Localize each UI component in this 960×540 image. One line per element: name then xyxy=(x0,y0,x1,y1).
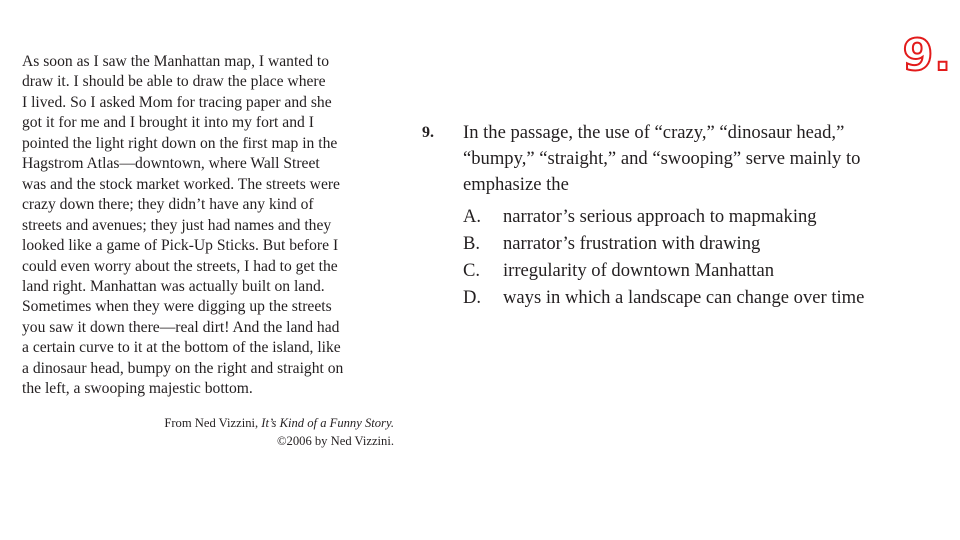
choice-text: irregularity of downtown Manhattan xyxy=(503,260,775,281)
choice-b[interactable] xyxy=(463,230,864,257)
choice-letter: D. xyxy=(463,287,482,308)
choice-letter: C. xyxy=(463,260,481,281)
choice-text: narrator’s frustration with drawing xyxy=(503,233,761,254)
choice-text: narrator’s serious approach to mapmaking xyxy=(503,206,817,227)
question-stem-line: “bumpy,” “straight,” and “swooping” serve mainly to xyxy=(463,148,861,169)
reading-passage xyxy=(22,52,402,400)
question-stem-line: In the passage, the use of “crazy,” “dinosaur head,” xyxy=(463,122,845,143)
passage-line: the left, a swooping majestic bottom. xyxy=(22,380,253,398)
question-number: 9. xyxy=(422,124,434,141)
passage-source xyxy=(164,414,394,450)
passage-line: was and the stock market worked. The streets were xyxy=(22,175,340,193)
question-stem-line: emphasize the xyxy=(463,174,569,195)
choice-letter: B. xyxy=(463,233,481,254)
slide-number: 9. xyxy=(902,30,952,81)
source-copyright: ©2006 by Ned Vizzini. xyxy=(276,434,394,448)
passage-line: As soon as I saw the Manhattan map, I wanted to xyxy=(22,53,330,70)
passage-line: streets and avenues; they just had names and they xyxy=(22,216,332,234)
passage-line: looked like a game of Pick-Up Sticks. But before I xyxy=(22,237,339,255)
source-prefix: From Ned Vizzini, xyxy=(164,416,262,430)
choice-c[interactable] xyxy=(463,257,864,284)
passage-line: crazy down there; they didn’t have any kind of xyxy=(22,196,314,214)
choice-text: ways in which a landscape can change over time xyxy=(503,287,865,308)
choice-a[interactable] xyxy=(463,203,864,230)
source-title: It’s Kind of a Funny Story. xyxy=(261,416,394,430)
passage-line: land right. Manhattan was actually built on land. xyxy=(22,277,325,295)
passage-line: draw it. I should be able to draw the place where xyxy=(22,73,326,91)
passage-line: pointed the light right down on the first map in the xyxy=(22,134,338,152)
passage-line: Hagstrom Atlas—downtown, where Wall Street xyxy=(22,155,320,173)
answer-choices xyxy=(463,203,864,311)
passage-line: a dinosaur head, bumpy on the right and straight on xyxy=(22,359,344,377)
question-stem xyxy=(463,120,860,198)
passage-line: got it for me and I brought it into my fort and I xyxy=(22,114,314,132)
choice-letter: A. xyxy=(463,206,482,227)
passage-line: could even worry about the streets, I had to get the xyxy=(22,257,338,275)
passage-line: a certain curve to it at the bottom of the island, like xyxy=(22,339,341,357)
choice-d[interactable] xyxy=(463,284,864,311)
passage-line: you saw it down there—real dirt! And the land had xyxy=(22,318,340,336)
passage-line: Sometimes when they were digging up the streets xyxy=(22,298,332,316)
passage-line: I lived. So I asked Mom for tracing paper and she xyxy=(22,93,332,111)
source-citation xyxy=(164,414,394,432)
